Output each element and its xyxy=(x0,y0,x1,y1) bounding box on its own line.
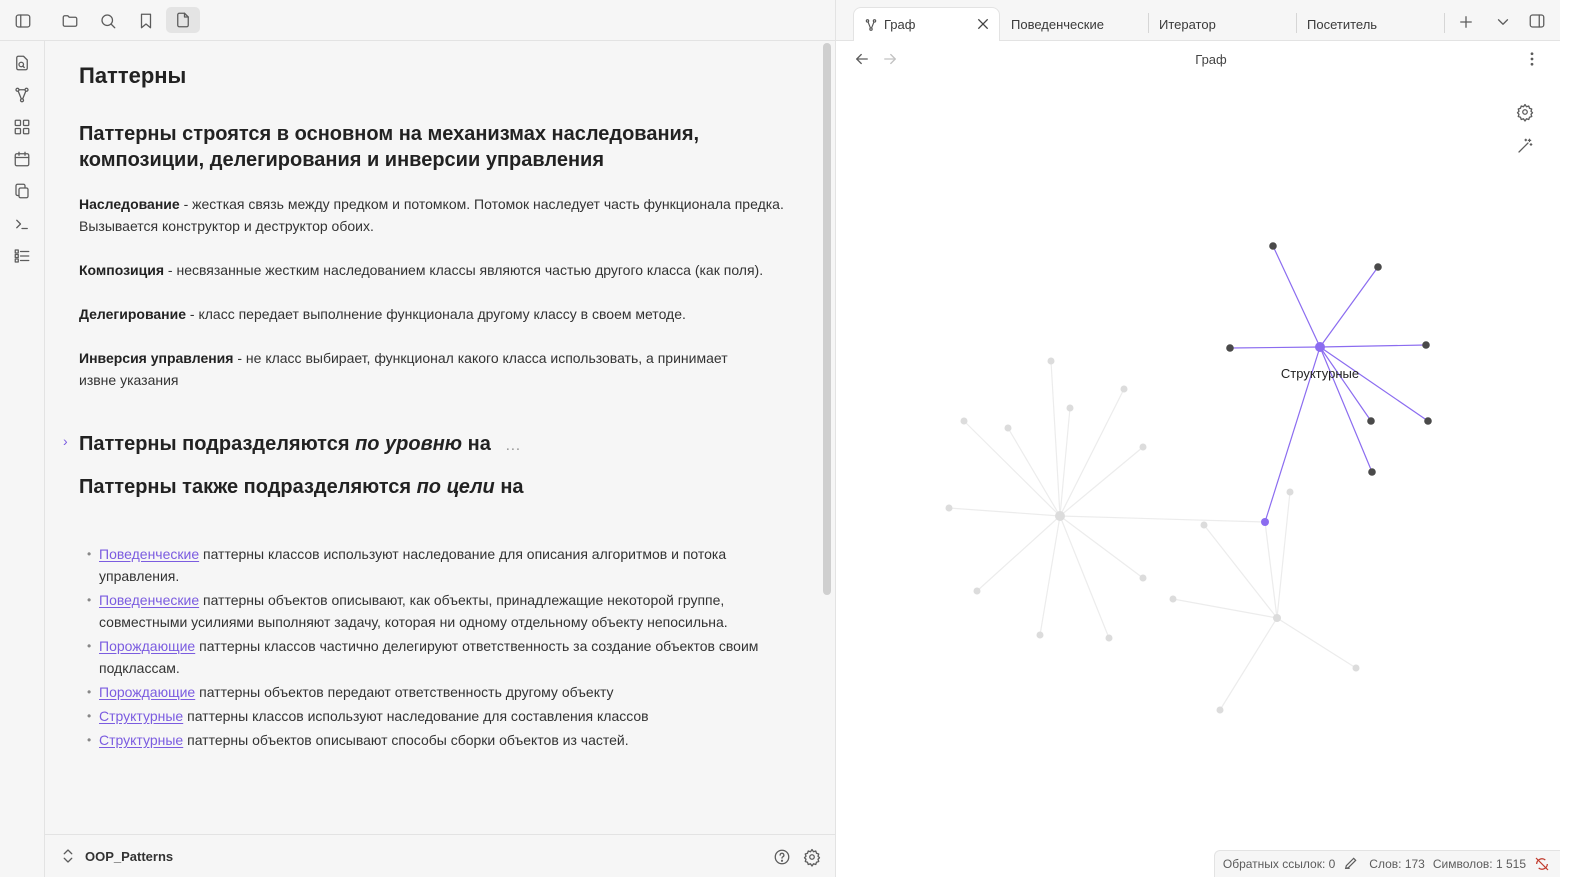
paragraph-inheritance: Наследование - жесткая связь между предком и потомком. Потомок наследует часть функционала предка. Вызывается конструктор и деструктор обоих. xyxy=(79,196,784,234)
sidebar-toggle-icon[interactable] xyxy=(12,10,34,32)
link-structural[interactable]: Структурные xyxy=(99,732,184,748)
canvas-icon[interactable] xyxy=(11,116,33,138)
linked-nodes[interactable] xyxy=(1226,242,1432,476)
list-item: • Поведенческие паттерны объектов описывают, как объекты, принадлежащие некоторой группе, совместными усилиями выполняют задачу, которая ни одному отдельному объекту непосильна. xyxy=(99,589,799,633)
tab-label: Посетитель xyxy=(1307,16,1378,32)
settings-icon[interactable] xyxy=(801,846,823,868)
list-item: • Порождающие паттерны классов частично делегируют ответственность за создание объектов своим подклассам. xyxy=(99,635,799,679)
note-pane xyxy=(45,41,835,834)
list-item: • Структурные паттерны объектов описывают способы сборки объектов из частей. xyxy=(99,729,799,751)
open-quick-switcher-icon[interactable] xyxy=(11,52,33,74)
link-structural[interactable]: Структурные xyxy=(99,708,184,724)
left-toolbar xyxy=(0,0,835,41)
scrollbar[interactable] xyxy=(823,43,831,595)
link-creational[interactable]: Порождающие xyxy=(99,638,196,654)
copy-icon[interactable] xyxy=(11,180,33,202)
vault-switch-icon[interactable] xyxy=(59,847,77,865)
backlinks-count[interactable]: Обратных ссылок: 0 xyxy=(1222,857,1336,871)
link-behavioral[interactable]: Поведенческие xyxy=(99,546,200,562)
file-icon[interactable] xyxy=(166,7,200,33)
heading-patterns-mechanisms: Паттерны строятся в основном на механизмах наследования, композиции, делегирования и инверсии управления xyxy=(79,123,700,171)
tab-label: Поведенческие xyxy=(1011,16,1104,32)
note-title: Паттерны xyxy=(79,63,187,88)
patterns-list xyxy=(99,543,799,753)
paragraph-delegation: Делегирование - класс передает выполнение функционала другому классу в своем методе. xyxy=(79,306,686,322)
folder-icon[interactable] xyxy=(59,10,81,32)
calendar-icon[interactable] xyxy=(11,148,33,170)
vault-name[interactable]: OOP_Patterns xyxy=(85,849,174,864)
fold-chevron-icon[interactable]: › xyxy=(63,433,68,449)
tab-label: Итератор xyxy=(1159,16,1216,32)
link-behavioral[interactable]: Поведенческие xyxy=(99,592,200,608)
status-bar xyxy=(1214,850,1560,877)
list-icon[interactable] xyxy=(11,245,33,267)
heading-by-level[interactable]: Паттерны подразделяются по уровню на … xyxy=(79,433,521,455)
graph-canvas[interactable] xyxy=(836,0,1560,877)
help-icon[interactable] xyxy=(771,846,793,868)
graph-pane xyxy=(836,0,1560,877)
heading-by-purpose: Паттерны также подразделяются по цели на xyxy=(79,476,524,498)
faded-edges xyxy=(949,361,1356,710)
graph-icon[interactable] xyxy=(11,84,33,106)
highlighted-edges xyxy=(1230,246,1428,522)
paragraph-inversion: Инверсия управления - не класс выбирает, функционал какого класса использовать, а принимает извне указания xyxy=(79,350,728,388)
bookmark-icon[interactable] xyxy=(135,10,157,32)
list-item: • Поведенческие паттерны классов используют наследование для описания алгоритмов и потока управления. xyxy=(99,543,799,587)
focused-node[interactable] xyxy=(1315,342,1325,352)
terminal-icon[interactable] xyxy=(11,213,33,235)
paragraph-composition: Композиция - несвязанные жестким наследованием классы являются частью другого класса (как поля). xyxy=(79,262,764,278)
word-count: Слов: 173 xyxy=(1369,857,1425,871)
faded-nodes xyxy=(946,358,1360,714)
view-title: Граф xyxy=(1195,52,1227,67)
char-count: Символов: 1 515 xyxy=(1432,857,1526,871)
search-icon[interactable] xyxy=(97,10,119,32)
ribbon xyxy=(0,41,45,877)
edit-pencil-icon[interactable] xyxy=(1343,855,1361,873)
tab-label: Граф xyxy=(884,17,916,32)
list-item: • Структурные паттерны классов используют наследование для составления классов xyxy=(99,705,799,727)
folded-ellipsis[interactable]: … xyxy=(504,437,521,454)
vault-footer xyxy=(45,834,835,877)
focused-node-label: Структурные xyxy=(1280,366,1360,381)
sync-off-icon[interactable] xyxy=(1534,856,1550,872)
linked-note-node[interactable] xyxy=(1261,518,1269,526)
link-creational[interactable]: Порождающие xyxy=(99,684,196,700)
note-content[interactable] xyxy=(63,41,799,834)
list-item: • Порождающие паттерны объектов передают ответственность другому объекту xyxy=(99,681,799,703)
